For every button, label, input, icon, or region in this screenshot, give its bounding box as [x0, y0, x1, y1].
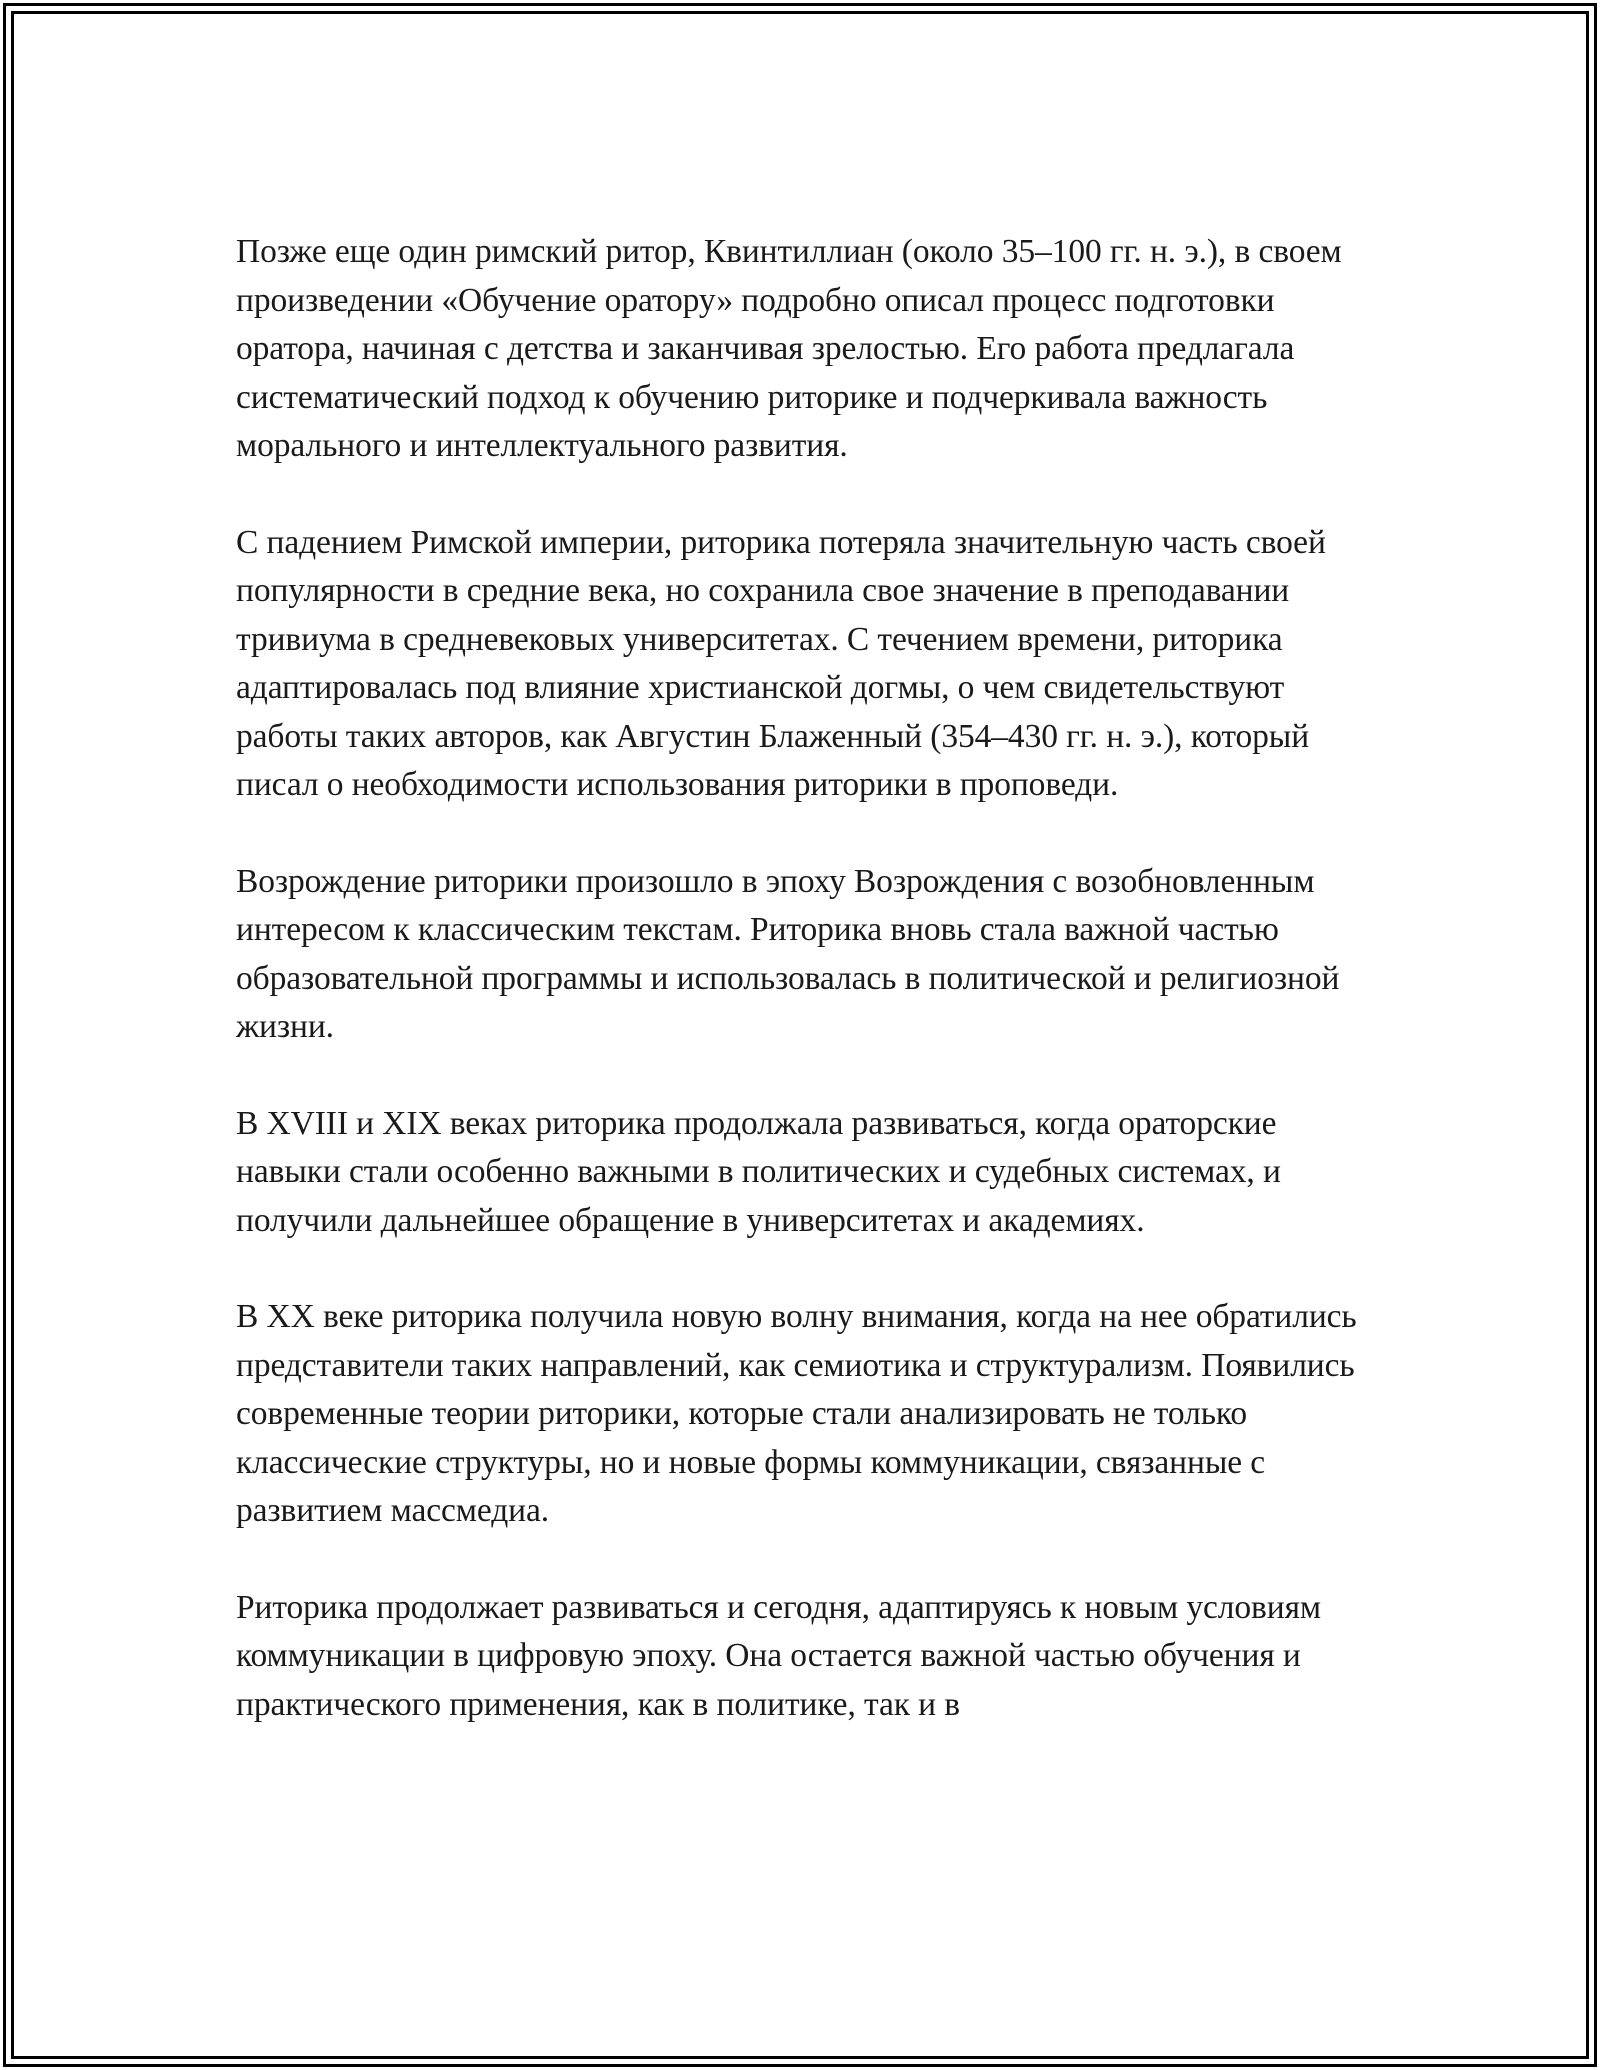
paragraph-20th-century: В XX веке риторика получила новую волну внимания, когда на нее обратились представители таких направлений, как семиотика и структурализм. Появились современные теории риторики, которые стали анализировать не только классические структуры, но и новые формы коммуникации, связанные с развитием массмедиа. [236, 1298, 1357, 1529]
paragraph-renaissance: Возрождение риторики произошло в эпоху Возрождения с возобновленным интересом к классическим текстам. Риторика вновь стала важной частью образовательной программы и использовалась в политической и религиозной жизни. [236, 862, 1340, 1045]
paragraph-18-19-centuries: В XVIII и XIX веках риторика продолжала развиваться, когда ораторские навыки стали особенно важными в политических и судебных системах, и получили дальнейшее обращение в университетах и академиях. [236, 1104, 1281, 1239]
paragraph-today: Риторика продолжает развиваться и сегодня, адаптируясь к новым условиям коммуникации в цифровую эпоху. Она остается важной частью обучения и практического применения, как в политике, так и в [236, 1588, 1322, 1723]
document-body [236, 228, 1386, 1777]
paragraph-middle-ages: С падением Римской империи, риторика потеряла значительную часть своей популярности в средние века, но сохранила свое значение в преподавании тривиума в средневековых университетах. С течением времени, риторика адаптировалась под влияние христианской догмы, о чем свидетельствуют работы таких авторов, как Августин Блаженный (354–430 гг. н. э.), который писал о необходимости использования риторики в проповеди. [236, 523, 1326, 803]
paragraph-quintilian: Позже еще один римский ритор, Квинтиллиан (около 35–100 гг. н. э.), в своем произведении «Обучение оратору» подробно описал процесс подготовки оратора, начиная с детства и заканчивая зрелостью. Его работа предлагала систематический подход к обучению риторике и подчеркивала важность морального и интеллектуального развития. [236, 233, 1342, 464]
